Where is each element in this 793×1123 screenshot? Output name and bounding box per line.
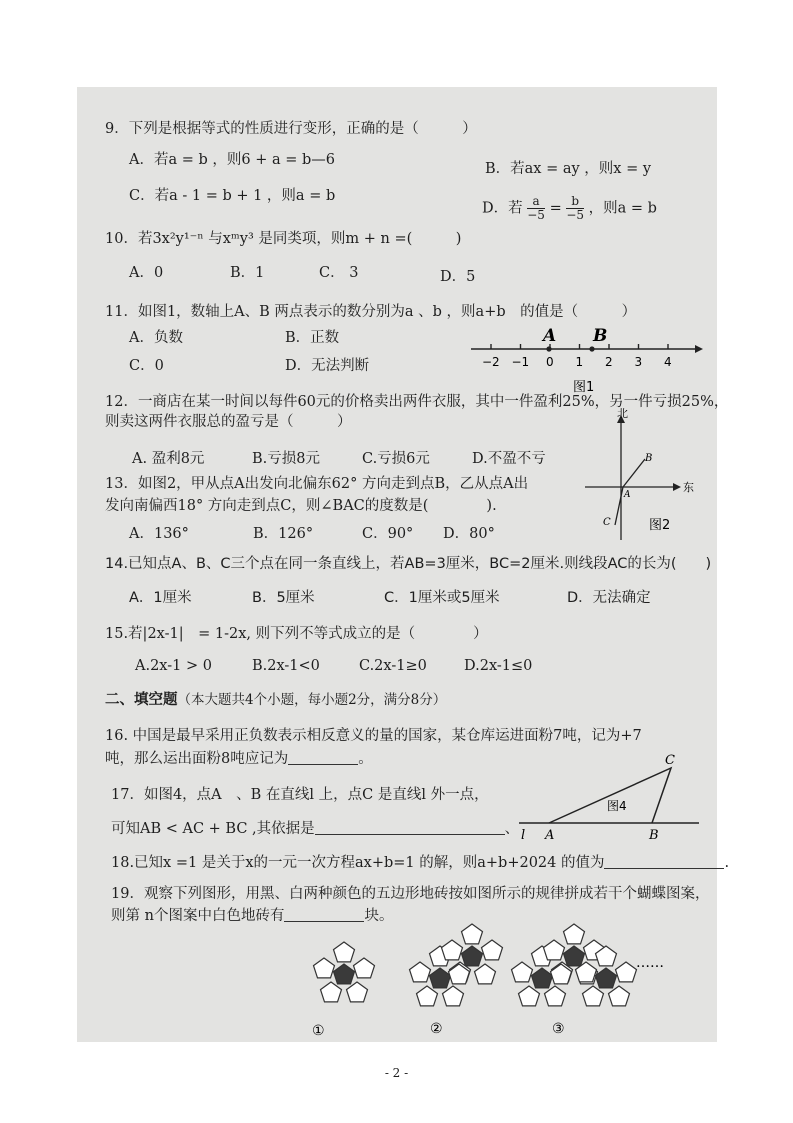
white-pentagon-tile [519,986,540,1006]
q12-option-a: A. 盈利8元 [132,451,205,467]
q9-option-b: B．若ax = ay ，则x = y [485,161,652,177]
q15-option-d: D.2x-1≤0 [464,658,533,674]
white-pentagon-tile [462,924,483,944]
q14-option-c: C．1厘米或5厘米 [384,590,500,606]
scanned-exam-page [77,87,730,1042]
number-line-tick-label: −2 [482,355,500,369]
white-pentagon-tile [482,940,503,960]
point-a-dot [546,346,551,351]
page-number: - 2 - [384,1066,409,1080]
point-a-label: A [543,326,557,346]
q13-option-d: D．80° [443,526,495,542]
figure4-caption: 图4 [607,799,627,813]
white-pentagon-tile [321,982,342,1002]
q15-option-c: C.2x-1≥0 [359,658,427,674]
point-c-label: C [665,753,675,768]
pattern-2-label: ② [430,1021,443,1037]
q9-d-f2-num: b [566,195,584,209]
number-line-ticks [482,344,672,369]
q10-option-b: B．1 [230,265,265,281]
north-label: 北 [617,407,628,420]
q13-option-c: C．90° [362,526,414,542]
pattern-1 [314,942,375,1002]
east-label: 东 [683,481,694,494]
pattern-2 [410,924,503,1006]
q13-option-a: A．136° [129,526,189,542]
q11-stem: 11．如图1，数轴上A、B 两点表示的数分别为a 、b ，则a+b 的值是（ ） [105,304,637,320]
point-b-label: B [649,828,659,843]
pattern-ellipsis: …… [636,955,664,971]
q15-option-b: B.2x-1<0 [252,658,320,674]
q16-answer-blank[interactable] [288,750,358,765]
q18-line [111,854,729,872]
white-pentagon-tile [347,982,368,1002]
number-line-tick-label: 0 [546,355,554,369]
q17-answer-blank[interactable] [315,820,505,835]
q12-stem-line2: 则卖这两件衣服总的盈亏是（ ） [105,414,352,430]
section2-heading [105,691,446,709]
figure1-number-line [467,319,707,395]
q17-line2 [111,820,519,838]
number-line-tick-label: 3 [634,355,643,369]
q18-end: . [724,855,730,871]
number-line-tick-label: −1 [511,355,530,369]
black-pentagon-tile [462,946,483,966]
q15-stem: 15.若|2x-1| = 1-2x, 则下列不等式成立的是（ ） [105,626,488,642]
white-pentagon-tile [314,958,335,978]
figure2-direction-diagram [575,405,703,545]
q19-line2-end: 块。 [364,908,394,924]
q14-stem: 14.已知点A、B、C三个点在同一条直线上，若AB=3厘米，BC=2厘米.则线段AC的长为( ) [105,556,712,572]
q9-d-f1-den: −5 [527,208,545,222]
section2-title: 二、填空题 [105,691,178,708]
q9-d-prefix: D．若 [482,200,523,217]
black-pentagon-tile [596,968,617,988]
q11-option-c: C．0 [129,358,164,374]
point-a-label: A [624,490,631,500]
number-line-tick-label: 4 [664,355,672,369]
q9-d-fraction1 [527,195,545,222]
q9-d-fraction2 [566,195,584,222]
black-pentagon-tile [430,968,451,988]
figure4-triangle [515,751,715,843]
q9-d-f1-num: a [527,195,545,209]
q12-option-d: D.不盈不亏 [472,451,546,467]
q17-line2-end: 、 [504,821,520,837]
white-pentagon-tile [475,964,496,984]
white-pentagon-tile [442,940,463,960]
q11-option-a: A．负数 [129,330,183,346]
q9-option-d [482,195,657,222]
point-b-label: B [593,326,608,346]
point-b-label: B [645,453,653,464]
white-pentagon-tile [354,958,375,978]
q10-stem: 10．若3x²y¹⁻ⁿ 与xᵐy³ 是同类项，则m + n =( ) [105,231,462,247]
q9-d-f2-den: −5 [566,208,585,222]
q11-option-d: D．无法判断 [285,358,370,374]
section2-note: （本大题共4个小题，每小题2分，满分8分） [177,692,447,708]
q16-line2-text: 吨，那么运出面粉8吨应记为 [105,751,289,767]
q9-stem: 9．下列是根据等式的性质进行变形，正确的是（ ） [105,121,477,137]
q14-option-d: D．无法确定 [567,590,651,606]
q9-option-c: C．若a - 1 = b + 1 ，则a = b [129,188,336,204]
east-arrow [673,483,681,491]
white-pentagon-tile [583,986,604,1006]
pattern-3-label: ③ [552,1021,565,1037]
q19-line2-text: 则第 n个图案中白色地砖有 [111,908,285,924]
q16-line1: 16. 中国是最早采用正负数表示相反意义的量的国家，某仓库运进面粉7吨，记为+7 [105,728,642,744]
figure2-caption: 图2 [649,518,671,533]
white-pentagon-tile [334,942,355,962]
black-pentagon-tile [564,946,585,966]
number-line-arrow [695,345,703,353]
q15-option-a: A.2x-1 > 0 [135,658,212,674]
figure-butterfly-patterns [302,927,702,1037]
point-b-dot [589,346,594,351]
q9-d-suffix: ，则a = b [588,200,657,217]
white-pentagon-tile [609,986,630,1006]
white-pentagon-tile [410,962,431,982]
q12-option-b: B.亏损8元 [252,451,320,467]
q16-line2 [105,750,373,768]
q19-line1: 19．观察下列图形，用黑、白两种颜色的五边形地砖按如图所示的规律拼成若干个蝴蝶图案， [111,886,710,902]
triangle-sides [549,768,671,823]
ray-ab [623,459,645,487]
q13-stem-line1: 13．如图2，甲从点A出发向北偏东62° 方向走到点B，乙从点A出 [105,476,529,492]
q17-line1: 17．如图4，点A 、B 在直线l 上，点C 是直线l 外一点， [111,787,489,803]
pattern-1-label: ① [312,1023,325,1039]
q10-option-c: C． 3 [319,265,359,281]
q16-line2-end: 。 [358,751,373,767]
q19-answer-blank[interactable] [284,907,364,922]
q10-option-a: A．0 [129,265,164,281]
white-pentagon-tile [545,986,566,1006]
q19-line2 [111,907,393,925]
white-pentagon-tile [616,962,637,982]
white-pentagon-tile [564,924,585,944]
figure1-caption: 图1 [573,380,595,395]
q9-d-eq: = [549,200,562,217]
q12-stem-line1: 12．一商店在某一时间以每件60元的价格卖出两件衣服，其中一件盈利25%，另一件亏损25%， [105,394,729,410]
q18-answer-blank[interactable] [604,854,724,869]
q18-text: 18.已知x =1 是关于x的一元一次方程ax+b=1 的解，则a+b+2024 的值为 [111,855,605,871]
q12-option-c: C.亏损6元 [362,451,430,467]
black-pentagon-tile [532,968,553,988]
line-l-label: l [521,828,526,843]
point-c-label: C [603,517,611,528]
white-pentagon-tile [544,940,565,960]
q17-line2-text: 可知AB < AC + BC ,其依据是 [111,821,315,837]
white-pentagon-tile [443,986,464,1006]
ray-ac [615,487,623,525]
q13-stem-line2: 发向南偏西18° 方向走到点C，则∠BAC的度数是( ). [105,498,497,514]
white-pentagon-tile [512,962,533,982]
point-a-label: A [545,828,555,843]
q10-option-d: D．5 [440,269,476,285]
pattern-3 [512,924,637,1006]
black-pentagon-tile [334,964,355,984]
q13-option-b: B．126° [253,526,314,542]
white-pentagon-tile [417,986,438,1006]
q11-option-b: B．正数 [285,330,340,346]
number-line-tick-label: 2 [605,355,613,369]
q14-option-b: B．5厘米 [252,590,315,606]
q14-option-a: A．1厘米 [129,590,192,606]
q9-option-a: A．若a = b ，则6 + a = b—6 [129,152,335,168]
number-line-tick-label: 1 [575,355,584,369]
